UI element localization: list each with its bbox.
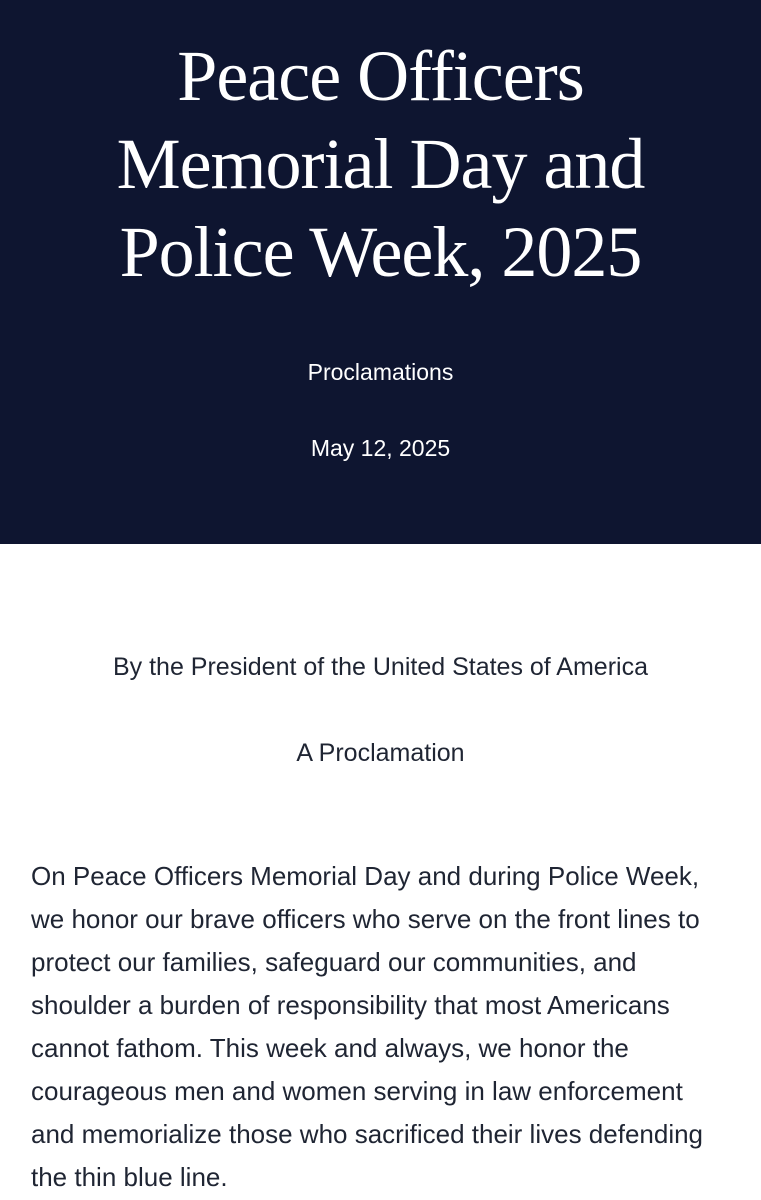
hero-banner xyxy=(0,0,761,544)
publish-date: May 12, 2025 xyxy=(310,435,451,461)
body-paragraph: On Peace Officers Memorial Day and during Police Week, we honor our brave officers who serve on the front lines to protect our families, safeguard our communities, and shoulder a burden of responsibility that most Americans cannot fathom. This week and always, we honor the courageous men and women serving in law enforcement and memorialize those who sacrificed their lives defending the thin blue line. xyxy=(31,861,704,1192)
category-link[interactable]: Proclamations xyxy=(307,359,454,385)
page-title: Peace Officers Memorial Day and Police Week, 2025 xyxy=(116,36,645,292)
byline: By the President of the United States of America xyxy=(112,653,648,681)
document-type: A Proclamation xyxy=(296,739,465,767)
